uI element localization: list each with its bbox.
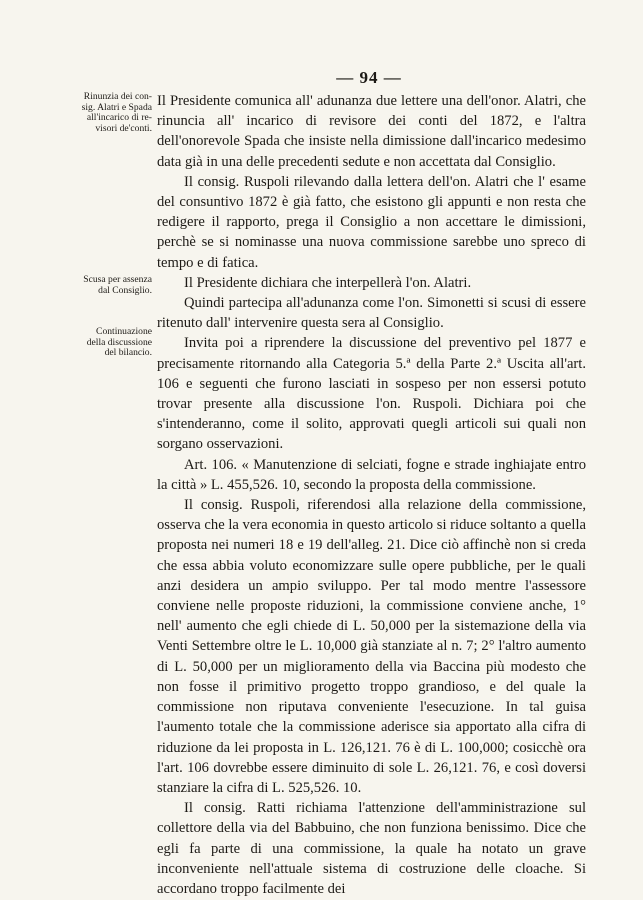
paragraph: Quindi partecipa all'adunanza come l'on. Simonetti si scusi di essere ritenuto dall' intervenire questa sera al Consiglio. bbox=[157, 295, 586, 332]
margin-note-line: del bilancio. bbox=[104, 347, 152, 359]
body-text bbox=[157, 91, 586, 899]
margin-note-line: Continuazione bbox=[96, 326, 152, 337]
paragraph: Il consig. Ruspoli rilevando dalla lettera dell'on. Alatri che l' esame del consuntivo 1872 è già fatto, che esistono gli appunti e non resta che redigere il rapporto, prega il Consiglio a non accettare le dimissioni, perchè se si nominasse una nuova commissione sarebbe uno spreco di tempo e di fatica. bbox=[157, 173, 586, 271]
paragraph: Il Presidente comunica all' adunanza due lettere una dell'onor. Alatri, che rinuncia all' incarico di revisore dei conti del 1872, e l'altra dell'onorevole Spada che insiste nella dimissione dall'incarico medesimo data già in una delle precedenti sedute e non accettata dal Consiglio. bbox=[157, 93, 586, 170]
margin-note-budget-discussion bbox=[68, 327, 152, 359]
paragraph: Il consig. Ratti richiama l'attenzione dell'amministrazione sul collettore della via del Babbuino, che non funziona benissimo. Dice che egli fa parte di una commissione, la quale ha notato un grave inconveniente nell'attuale sistema di costruzione delle cloache. Si accordano troppo facilmente dei bbox=[157, 800, 586, 897]
margin-note-line: dal Consiglio. bbox=[98, 284, 152, 296]
margin-note-line: visori de'conti. bbox=[95, 122, 152, 134]
margin-note-line: Scusa per assenza bbox=[83, 274, 152, 285]
margin-note-line: all'incarico di re- bbox=[86, 112, 152, 124]
margin-note-line: della discussione bbox=[86, 336, 152, 348]
paragraph: Art. 106. « Manutenzione di selciati, fogne e strade inghiajate entro la città » L. 455,526. 10, secondo la proposta della commissione. bbox=[157, 456, 586, 493]
margin-note-line: sig. Alatri e Spada bbox=[81, 101, 152, 113]
paragraph: Il consig. Ruspoli, riferendosi alla relazione della commissione, osserva che la vera economia in questo articolo si riduce soltanto a quella proposta nei numeri 18 e 19 dell'alleg. 21. Dice ciò affinchè non si creda che essa abbia voluto economizzare sulle opere pubbliche, per le quali anzi desidera un ampio sviluppo. Per tal modo mentre l'assessore conviene nelle proposte riduzioni, la commissione conviene anche, 1° nell' aumento che egli chiede di L. 50,000 per la sistemazione della via Venti Settembre oltre le L. 10,000 già stanziate al n. 7; 2° l'altro aumento di L. 50,000 per un miglioramento della via Baccina più modesto che non fosse il primitivo progetto troppo grandioso, e del quale la commissione non riputava conveniente l'esecuzione. In tal guisa l'aumento totale che la commissione aderisce sia apportato alla cifra di riduzione da lei proposta in L. 126,121. 76 è di L. 100,000; cosicchè ora l'art. 106 dovrebbe essere diminuito di sole L. 26,121. 76, e così doversi stanziare la cifra di L. 525,526. 10. bbox=[157, 497, 586, 796]
margin-note-line: Rinunzia dei con- bbox=[83, 91, 152, 102]
margin-note-absence bbox=[68, 275, 152, 296]
page-number: — 94 — bbox=[336, 68, 402, 87]
paragraph: Il Presidente dichiara che interpellerà l'on. Alatri. bbox=[184, 274, 472, 291]
paragraph: Invita poi a riprendere la discussione del preventivo pel 1877 e precisamente ritornando alla Categoria 5.ª della Parte 2.ª Uscita all'art. 106 e seguenti che furono lasciati in sospeso per non essersi potuto trovar presente alla discussione l'on. Ruspoli. Dichiara poi che s'intenderanno, come il solito, approvati quegli articoli sui quali non sorgano osservazioni. bbox=[157, 335, 586, 453]
margin-note-resignation bbox=[68, 92, 152, 134]
